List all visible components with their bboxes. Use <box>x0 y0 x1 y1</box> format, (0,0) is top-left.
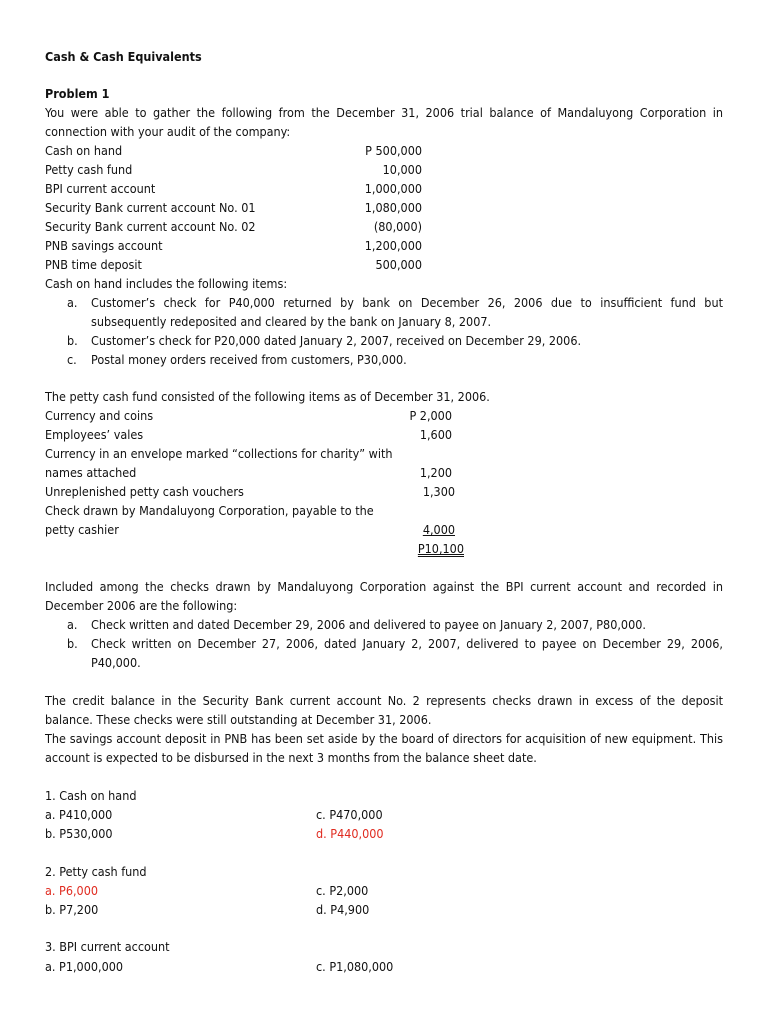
list-item <box>67 615 646 634</box>
petty-label: Currency in an envelope marked “collections for charity” with <box>45 446 393 461</box>
choice-a: a. P1,000,000 <box>45 959 124 974</box>
petty-total: P10,100 <box>417 541 464 556</box>
choice-d-answer: d. P440,000 <box>316 826 384 841</box>
list-text: Customer’s check for P20,000 dated January 2, 2007, received on December 29, 2006. <box>91 333 582 348</box>
choice-b: b. P530,000 <box>45 826 113 841</box>
list-item <box>67 634 723 653</box>
tb-label: Petty cash fund <box>45 162 133 177</box>
question-text: 2. Petty cash fund <box>45 864 147 879</box>
list-marker: c. <box>67 352 77 367</box>
list-item-continuation: P40,000. <box>91 655 141 670</box>
petty-label: Unreplenished petty cash vouchers <box>45 484 244 499</box>
document-title: Cash & Cash Equivalents <box>45 49 202 64</box>
petty-label: Check drawn by Mandaluyong Corporation, payable to the <box>45 503 374 518</box>
tb-amount: 10,000 <box>382 162 422 177</box>
tb-label: Security Bank current account No. 02 <box>45 219 256 234</box>
tb-label: PNB time deposit <box>45 257 142 272</box>
list-text: Customer’s check for P40,000 returned by bank on December 26, 2006 due to insufficient fund but <box>91 295 723 310</box>
cash-on-hand-intro: Cash on hand includes the following items: <box>45 276 288 291</box>
list-marker: a. <box>67 617 78 632</box>
list-item-continuation: subsequently redeposited and cleared by the bank on January 8, 2007. <box>91 314 492 329</box>
tb-label: BPI current account <box>45 181 156 196</box>
security-bank-note: The credit balance in the Security Bank current account No. 2 represents checks drawn in excess of the deposit balance. These checks were still outstanding at December 31, 2006. <box>45 693 723 727</box>
choice-d: d. P4,900 <box>316 902 370 917</box>
petty-label: names attached <box>45 465 137 480</box>
choice-c: c. P470,000 <box>316 807 383 822</box>
tb-label: Security Bank current account No. 01 <box>45 200 256 215</box>
list-item <box>67 331 581 350</box>
tb-label: Cash on hand <box>45 143 123 158</box>
choice-c: c. P2,000 <box>316 883 369 898</box>
choice-a-answer: a. P6,000 <box>45 883 98 898</box>
petty-amount: P 2,000 <box>409 408 452 423</box>
tb-amount: 1,200,000 <box>364 238 422 253</box>
petty-amount: 4,000 <box>422 522 455 537</box>
question-text: 1. Cash on hand <box>45 788 137 803</box>
tb-amount: 1,080,000 <box>364 200 422 215</box>
problem-title: Problem 1 <box>45 86 110 101</box>
list-text: Check written on December 27, 2006, dated January 2, 2007, delivered to payee on December 29, 2006, <box>91 636 723 651</box>
petty-label: Employees’ vales <box>45 427 144 442</box>
list-marker: b. <box>67 333 78 348</box>
petty-amount: 1,600 <box>419 427 452 442</box>
choice-b: b. P7,200 <box>45 902 99 917</box>
list-marker: b. <box>67 636 78 651</box>
question-text: 3. BPI current account <box>45 939 170 954</box>
list-item <box>67 350 407 369</box>
intro-paragraph: You were able to gather the following from the December 31, 2006 trial balance of Mandaluyong Corporation in connection with your audit of the company: <box>45 105 723 139</box>
petty-amount: 1,300 <box>422 484 455 499</box>
petty-label: Currency and coins <box>45 408 154 423</box>
tb-amount: 500,000 <box>375 257 422 272</box>
tb-amount: (80,000) <box>373 219 422 234</box>
petty-cash-intro: The petty cash fund consisted of the following items as of December 31, 2006. <box>45 389 490 404</box>
pnb-savings-note: The savings account deposit in PNB has been set aside by the board of directors for acquisition of new equipment. This account is expected to be disbursed in the next 3 months from the balance sheet date. <box>45 731 723 765</box>
petty-amount: 1,200 <box>419 465 452 480</box>
choice-c: c. P1,080,000 <box>316 959 394 974</box>
tb-label: PNB savings account <box>45 238 163 253</box>
list-item <box>67 293 723 312</box>
list-text: Postal money orders received from customers, P30,000. <box>91 352 407 367</box>
list-marker: a. <box>67 295 78 310</box>
choice-a: a. P410,000 <box>45 807 113 822</box>
tb-amount: P 500,000 <box>365 143 422 158</box>
petty-label: petty cashier <box>45 522 119 537</box>
tb-amount: 1,000,000 <box>364 181 422 196</box>
bpi-intro: Included among the checks drawn by Mandaluyong Corporation against the BPI current account and recorded in December 2006 are the following: <box>45 579 723 613</box>
list-text: Check written and dated December 29, 2006 and delivered to payee on January 2, 2007, P80,000. <box>91 617 646 632</box>
